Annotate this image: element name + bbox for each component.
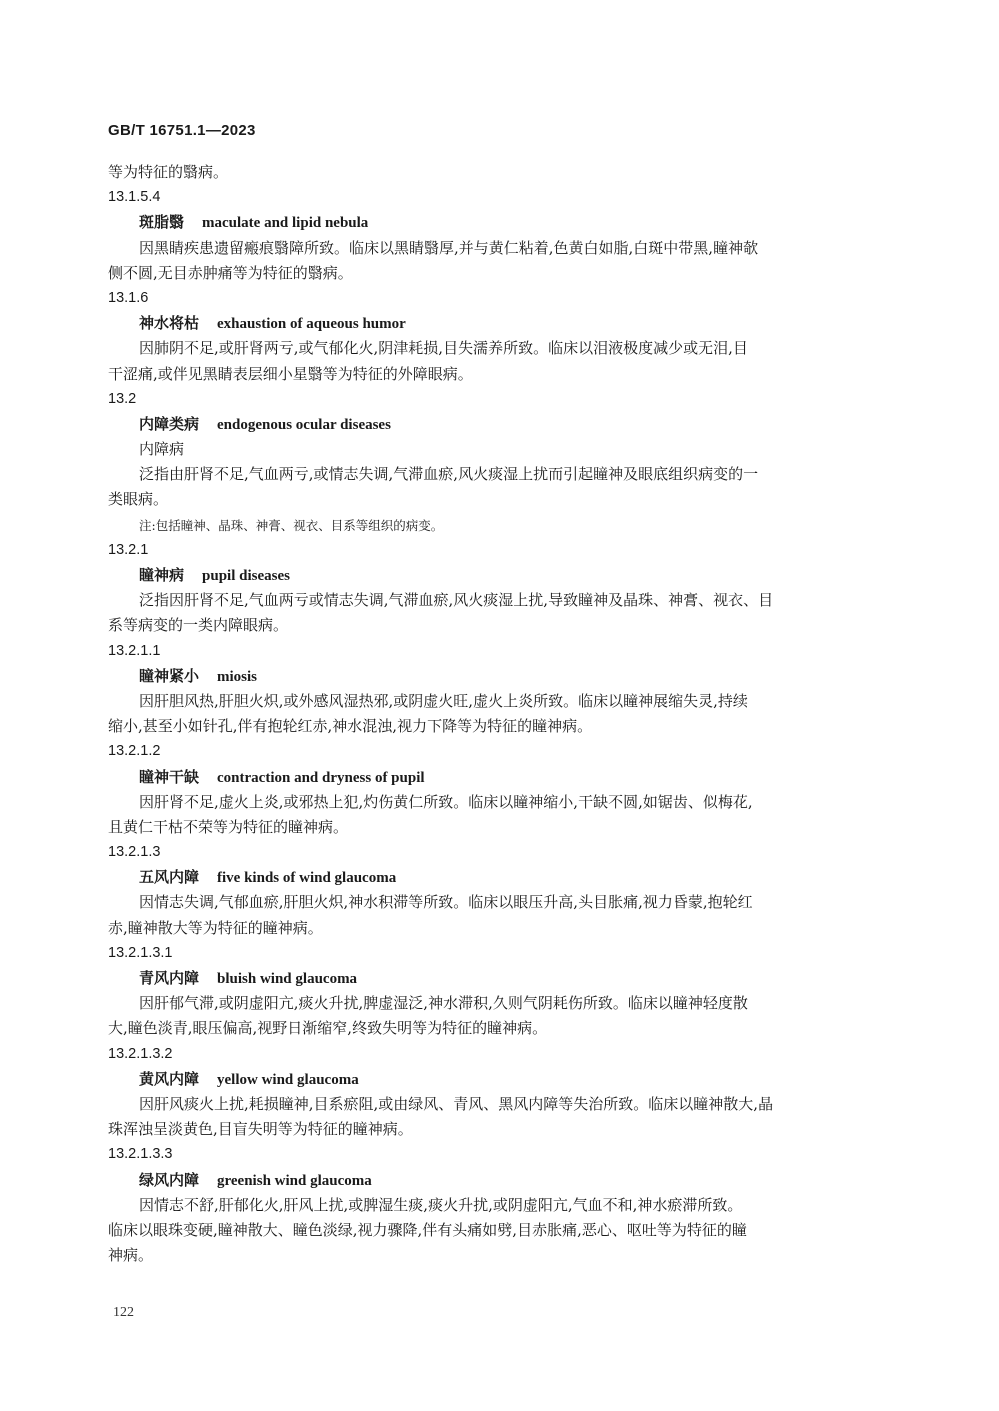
text-line: 且黄仁干枯不荣等为特征的瞳神病。: [108, 817, 349, 836]
term-english: pupil diseases: [202, 568, 290, 584]
clause-number: 13.1.5.4: [108, 189, 161, 206]
text-line: 干涩痛,或伴见黑睛表层细小星翳等为特征的外障眼病。: [108, 364, 473, 383]
clause-number: 13.1.6: [108, 289, 149, 306]
term-heading: [108, 412, 883, 437]
text-line: 珠浑浊呈淡黄色,目盲失明等为特征的瞳神病。: [108, 1120, 413, 1139]
clause-number: 13.2.1.2: [108, 743, 161, 760]
synonym: 内障病: [139, 440, 185, 459]
text-line: 神病。: [108, 1246, 154, 1265]
term-heading: [108, 865, 883, 890]
document-body: [108, 160, 883, 1268]
clause-number: 13.2: [108, 390, 137, 407]
text-line: 类眼病。: [108, 490, 169, 509]
term-heading: [108, 966, 883, 991]
term-chinese: 黄风内障: [139, 1069, 200, 1088]
term-english: greenish wind glaucoma: [217, 1172, 372, 1189]
text-line: 等为特征的翳病。: [108, 163, 229, 181]
note-line: 注:包括瞳神、晶珠、神膏、视衣、目系等组织的病变。: [139, 517, 444, 533]
term-english: exhaustion of aqueous humor: [217, 316, 406, 333]
term-heading: [108, 1067, 883, 1092]
term-english: endogenous ocular diseases: [217, 416, 391, 433]
term-heading: [108, 664, 883, 689]
definition-line: 因情志失调,气郁血瘀,肝胆火炽,神水积滞等所致。临床以眼压升高,头目胀痛,视力昏蒙,抱轮红: [139, 893, 753, 912]
clause-number: 13.2.1.3.2: [108, 1045, 173, 1062]
term-chinese: 瞳神紧小: [139, 666, 200, 685]
definition-line: 因肝风痰火上扰,耗损瞳神,目系瘀阻,或由绿风、青风、黑风内障等失治所致。临床以瞳神散大,晶: [139, 1094, 774, 1113]
term-english: bluish wind glaucoma: [217, 971, 358, 987]
term-english: yellow wind glaucoma: [217, 1071, 359, 1088]
text-line: 赤,瞳神散大等为特征的瞳神病。: [108, 918, 323, 937]
term-heading: [108, 765, 883, 790]
clause-number: 13.2.1.3.1: [108, 944, 173, 961]
term-heading: [108, 1168, 883, 1193]
definition-line: 因肝郁气滞,或阴虚阳亢,痰火升扰,脾虚湿泛,神水滞积,久则气阴耗伤所致。临床以瞳神轻度散: [139, 994, 748, 1013]
text-line: 临床以眼珠变硬,瞳神散大、瞳色淡绿,视力骤降,伴有头痛如劈,目赤胀痛,恶心、呕吐等为特征的瞳: [108, 1220, 747, 1239]
page-number: 122: [113, 1305, 134, 1320]
clause-number: 13.2.1: [108, 541, 149, 558]
term-chinese: 瞳神干缺: [139, 767, 200, 786]
text-line: 缩小,甚至小如针孔,伴有抱轮红赤,神水混浊,视力下降等为特征的瞳神病。: [108, 717, 593, 736]
term-english: contraction and dryness of pupil: [217, 769, 425, 786]
term-chinese: 绿风内障: [139, 1170, 200, 1189]
term-heading: [108, 210, 883, 235]
term-english: maculate and lipid nebula: [202, 215, 369, 232]
definition-line: 因肝胆风热,肝胆火炽,或外感风湿热邪,或阴虚火旺,虚火上炎所致。临床以瞳神展缩失灵,持续: [139, 691, 748, 710]
text-line: 系等病变的一类内障眼病。: [108, 616, 289, 635]
term-english: five kinds of wind glaucoma: [217, 870, 397, 887]
term-heading: [108, 563, 883, 588]
term-chinese: 瞳神病: [139, 566, 185, 584]
term-chinese: 内障类病: [139, 414, 200, 433]
term-chinese: 神水将枯: [139, 314, 200, 333]
clause-number: 13.2.1.1: [108, 642, 161, 659]
text-line: 侧不圆,无目赤肿痛等为特征的翳病。: [108, 263, 353, 282]
standard-code-header: GB/T 16751.1—2023: [108, 122, 256, 139]
clause-number: 13.2.1.3: [108, 844, 161, 861]
term-heading: [108, 311, 883, 336]
definition-line: 因肺阴不足,或肝肾两亏,或气郁化火,阴津耗损,目失濡养所致。临床以泪液极度减少或无泪,目: [139, 339, 748, 358]
clause-number: 13.2.1.3.3: [108, 1146, 173, 1163]
definition-line: 因情志不舒,肝郁化火,肝风上扰,或脾湿生痰,痰火升扰,或阴虚阳亢,气血不和,神水瘀滞所致。: [139, 1195, 743, 1214]
text-line: 大,瞳色淡青,眼压偏高,视野日渐缩窄,终致失明等为特征的瞳神病。: [108, 1019, 548, 1038]
term-chinese: 青风内障: [139, 969, 200, 987]
definition-line: 泛指由肝肾不足,气血两亏,或情志失调,气滞血瘀,风火痰湿上扰而引起瞳神及眼底组织病变的一: [139, 465, 759, 484]
definition-line: 因黑睛疾患遗留瘢痕翳障所致。临床以黑睛翳厚,并与黄仁粘着,色黄白如脂,白斑中带黑,瞳神欹: [139, 238, 759, 257]
term-english: miosis: [217, 668, 258, 685]
term-chinese: 斑脂翳: [139, 213, 185, 232]
term-chinese: 五风内障: [139, 868, 200, 887]
definition-line: 泛指因肝肾不足,气血两亏或情志失调,气滞血瘀,风火痰湿上扰,导致瞳神及晶珠、神膏、视衣、目: [139, 591, 774, 610]
definition-line: 因肝肾不足,虚火上炎,或邪热上犯,灼伤黄仁所致。临床以瞳神缩小,干缺不圆,如锯齿、似梅花,: [139, 792, 753, 811]
